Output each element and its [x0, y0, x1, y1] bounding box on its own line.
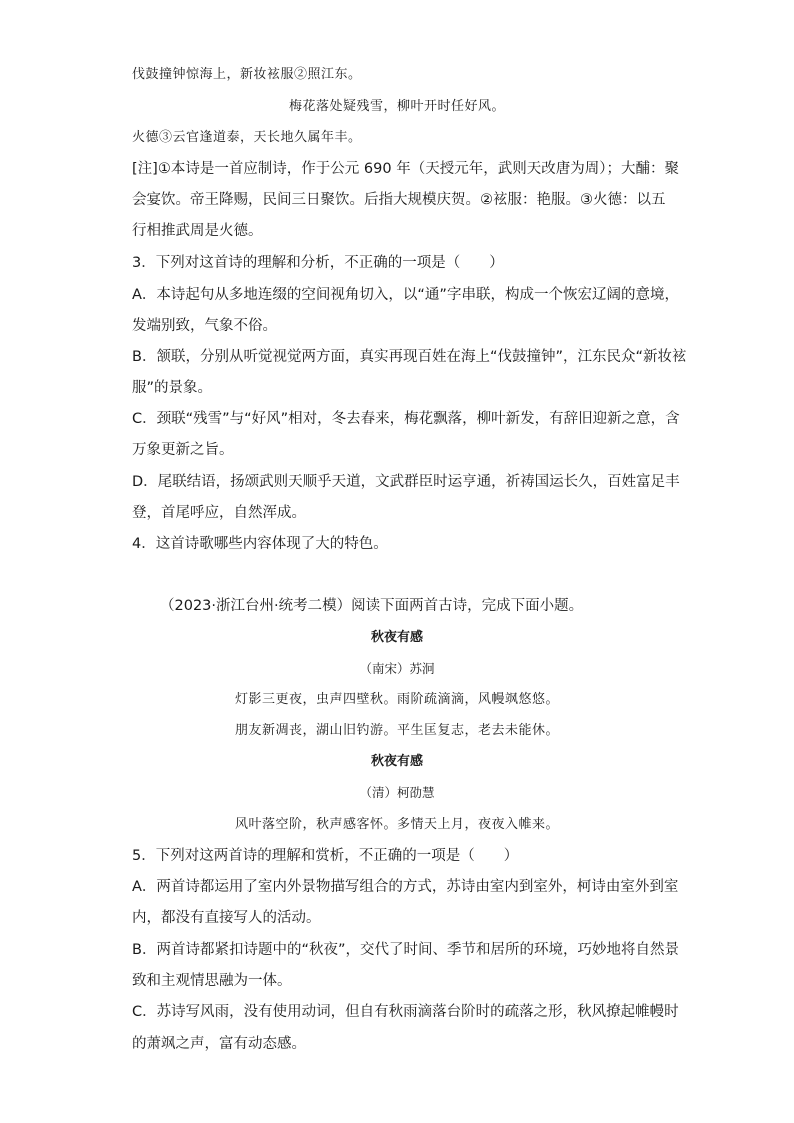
question-stem: 3．下列对这首诗的理解和分析，不正确的一项是（ ）	[132, 255, 504, 271]
poem-author: （南宋）苏泂	[359, 661, 435, 676]
question-stem: 5．下列对这两首诗的理解和赏析，不正确的一项是（ ）	[132, 848, 519, 864]
option-b: B．两首诗都紧扣诗题中的“秋夜”，交代了时间、季节和居所的环境，巧妙地将自然景	[132, 942, 679, 958]
note-text: 会宴饮。帝王降赐，民间三日聚饮。后指大规模庆贺。②袨服：艳服。③火德：以五	[132, 192, 666, 208]
option-b-cont: 服”的景象。	[132, 380, 213, 396]
note-text: 行相推武周是火德。	[132, 223, 263, 239]
section-intro: （2023·浙江台州·统考二模）阅读下面两首古诗，完成下面小题。	[160, 598, 584, 614]
option-c-cont: 万象更新之旨。	[132, 442, 234, 458]
option-b: B．颔联，分别从听觉视觉两方面，真实再现百姓在海上“伐鼓撞钟”，江东民众“新妆袨	[132, 349, 687, 365]
poem-line: 风叶落空阶，秋声感客怀。多情天上月，夜夜入帷来。	[234, 817, 559, 832]
poem-line: 火德③云官逢道泰，天长地久属年丰。	[132, 130, 362, 145]
poem-title: 秋夜有感	[370, 630, 423, 645]
poem-line: 梅花落处疑残雪，柳叶开时任好风。	[288, 99, 505, 114]
option-a-cont: 发端别致，气象不俗。	[132, 318, 277, 334]
poem-author: （清）柯劭慧	[359, 785, 435, 800]
option-c: C．颈联“残雪”与“好风”相对，冬去春来，梅花飘落，柳叶新发，有辞旧迎新之意，含	[132, 411, 680, 427]
option-d: D．尾联结语，扬颂武则天顺乎天道，文武群臣时运亨通，祈祷国运长久，百姓富足丰	[132, 474, 680, 490]
option-d-cont: 登，首尾呼应，自然浑成。	[132, 505, 306, 521]
poem-title: 秋夜有感	[370, 754, 423, 769]
option-c: C．苏诗写风雨，没有使用动词，但自有秋雨滴落台阶时的疏落之形，秋风撩起帷幔时	[132, 1004, 679, 1020]
poem-line: 伐鼓撞钟惊海上，新妆袨服②照江东。	[132, 67, 362, 82]
note-text: [注]①本诗是一首应制诗，作于公元 690 年（天授元年，武则天改唐为周）；大酺：聚	[132, 161, 679, 177]
question-stem: 4．这首诗歌哪些内容体现了大的特色。	[132, 536, 388, 552]
option-c-cont: 的萧飒之声，富有动态感。	[132, 1036, 306, 1052]
poem-line: 朋友新凋丧，湖山旧钓游。平生匡复志，老去未能休。	[234, 723, 559, 738]
option-a-cont: 内，都没有直接写人的活动。	[132, 910, 321, 926]
option-a: A．两首诗都运用了室内外景物描写组合的方式，苏诗由室内到室外，柯诗由室外到室	[132, 879, 679, 895]
poem-line: 灯影三更夜，虫声四壁秋。雨阶疏滴滴，风幔飒悠悠。	[234, 692, 559, 707]
option-b-cont: 致和主观情思融为一体。	[132, 973, 292, 989]
option-a: A．本诗起句从多地连缀的空间视角切入，以“通”字串联，构成一个恢宏辽阔的意境，	[132, 287, 679, 303]
